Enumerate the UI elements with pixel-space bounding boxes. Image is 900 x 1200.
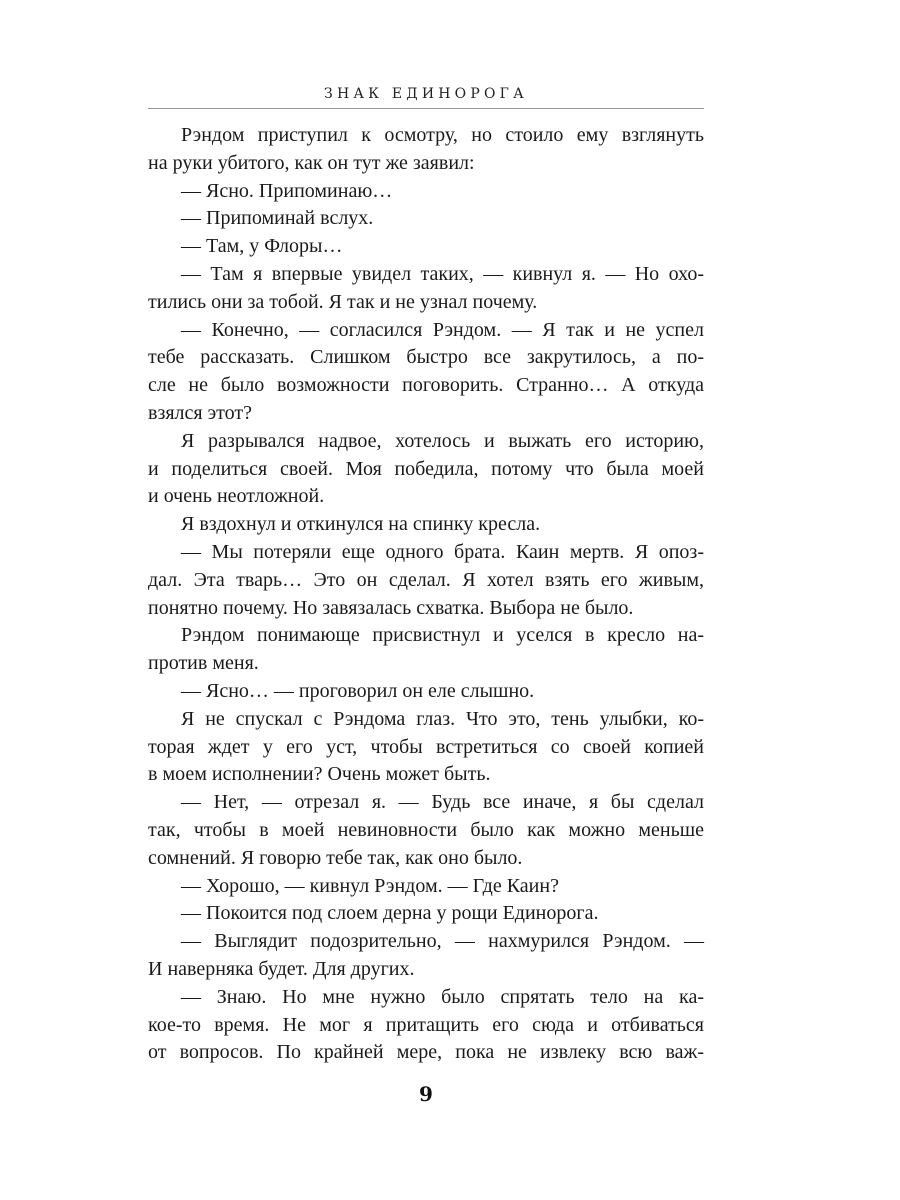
text-line: Я вздохнул и откинулся на спинку кресла. — [181, 513, 541, 536]
text-line: — Покоится под слоем дерна у рощи Единорога. — [181, 902, 599, 925]
paragraph — [148, 873, 704, 901]
text-line: тились они за тобой. Я так и не узнал почему. — [148, 290, 538, 313]
paragraph — [148, 122, 704, 178]
text-line: и очень неотложной. — [148, 485, 325, 508]
text-line: тебе рассказать. Слишком быстро все закрутилось, а по- — [148, 346, 704, 369]
text-line: — Мы потеряли еще одного брата. Каин мертв. Я опоз- — [181, 540, 704, 563]
paragraph — [148, 706, 704, 789]
text-line: Я разрывался надвое, хотелось и выжать его историю, — [181, 429, 704, 452]
text-line: взялся этот? — [148, 401, 253, 424]
text-line: — Выглядит подозрительно, — нахмурился Рэндом. — — [181, 930, 704, 953]
text-line: Рэндом приступил к осмотру, но стоило ему взглянуть — [181, 124, 704, 146]
text-line: кое-то время. Не мог я притащить его сюда и отбиваться — [148, 1013, 704, 1036]
paragraph — [148, 678, 704, 706]
text-line: — Там, у Флоры… — [181, 235, 343, 258]
paragraph — [148, 511, 704, 539]
text-line: понятно почему. Но завязалась схватка. Выбора не было. — [148, 596, 634, 619]
text-line: от вопросов. По крайней мере, пока не извлеку всю важ- — [148, 1041, 704, 1064]
text-line: на руки убитого, как он тут же заявил: — [148, 151, 475, 174]
text-line: в моем исполнении? Очень может быть. — [148, 763, 491, 786]
text-line: Я не спускал с Рэндома глаз. Что это, тень улыбки, ко- — [181, 707, 704, 730]
text-line: — Знаю. Но мне нужно было спрятать тело на ка- — [181, 985, 704, 1008]
text-line: — Нет, — отрезал я. — Будь все иначе, я бы сделал — [181, 791, 704, 814]
paragraph — [148, 428, 704, 511]
text-line: — Хорошо, — кивнул Рэндом. — Где Каин? — [181, 874, 559, 897]
text-line: — Ясно… — проговорил он еле слышно. — [181, 679, 535, 702]
body-text — [148, 122, 704, 1067]
text-line: торая ждет у его уст, чтобы встретиться со своей копией — [148, 735, 704, 758]
text-line: так, чтобы в моей невиновности было как можно меньше — [148, 818, 704, 841]
text-line: сомнений. Я говорю тебе так, как оно было. — [148, 846, 523, 869]
header-rule — [148, 108, 704, 109]
text-line: Рэндом понимающе присвистнул и уселся в кресло на- — [181, 624, 704, 647]
paragraph — [148, 984, 704, 1067]
text-line: и поделиться своей. Моя победила, потому что была моей — [148, 457, 704, 480]
text-line: дал. Эта тварь… Это он сделал. Я хотел взять его живым, — [148, 568, 704, 591]
paragraph — [148, 622, 704, 678]
paragraph — [148, 178, 704, 206]
text-line: против меня. — [148, 652, 259, 675]
text-line: сле не было возможности поговорить. Странно… А откуда — [148, 374, 704, 397]
text-line: — Припоминай вслух. — [181, 207, 374, 230]
text-line: — Ясно. Припоминаю… — [181, 179, 393, 202]
paragraph — [148, 928, 704, 984]
paragraph — [148, 205, 704, 233]
paragraph — [148, 233, 704, 261]
text-line: — Там я впервые увидел таких, — кивнул я. — Но охо- — [181, 262, 704, 285]
paragraph — [148, 900, 704, 928]
paragraph — [148, 789, 704, 872]
text-line: — Конечно, — согласился Рэндом. — Я так и не успел — [181, 318, 704, 341]
paragraph — [148, 539, 704, 622]
paragraph — [148, 317, 704, 428]
text-line: И наверняка будет. Для других. — [148, 957, 415, 980]
page-number: 9 — [419, 1082, 433, 1106]
paragraph — [148, 261, 704, 317]
running-head: ЗНАК ЕДИНОРОГА — [324, 86, 528, 102]
